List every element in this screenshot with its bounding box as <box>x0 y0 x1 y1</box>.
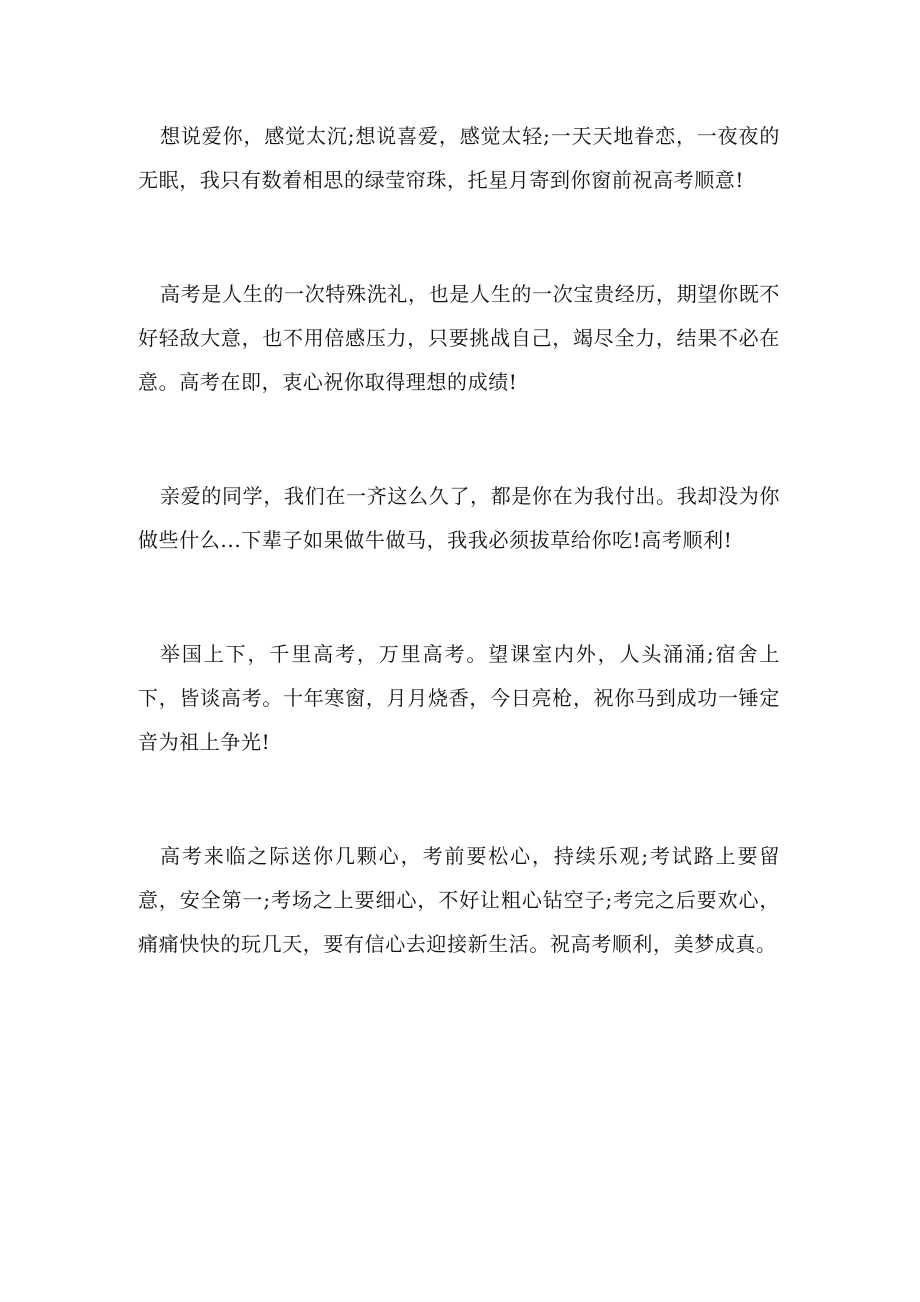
document-body <box>138 114 780 966</box>
paragraph-4: 举国上下，千里高考，万里高考。望课室内外，人头涌涌;宿舍上下，皆谈高考。十年寒窗，月月烧香，今日亮枪，祝你马到成功一锤定音为祖上争光! <box>138 642 780 754</box>
paragraph-1: 想说爱你，感觉太沉;想说喜爱，感觉太轻;一天天地眷恋，一夜夜的无眠，我只有数着相思的绿莹帘珠，托星月寄到你窗前祝高考顺意! <box>138 124 780 192</box>
paragraph-5: 高考来临之际送你几颗心，考前要松心，持续乐观;考试路上要留意，安全第一;考场之上要细心，不好让粗心钻空子;考完之后要欢心，痛痛快快的玩几天，要有信心去迎接新生活。祝高考顺利，美梦成真。 <box>138 844 780 956</box>
paragraph-2: 高考是人生的一次特殊洗礼，也是人生的一次宝贵经历，期望你既不好轻敌大意，也不用倍感压力，只要挑战自己，竭尽全力，结果不必在意。高考在即，衷心祝你取得理想的成绩! <box>138 282 780 394</box>
paragraph-3: 亲爱的同学，我们在一齐这么久了，都是你在为我付出。我却没为你做些什么...下辈子如果做牛做马，我我必须拔草给你吃!高考顺利! <box>138 484 780 552</box>
